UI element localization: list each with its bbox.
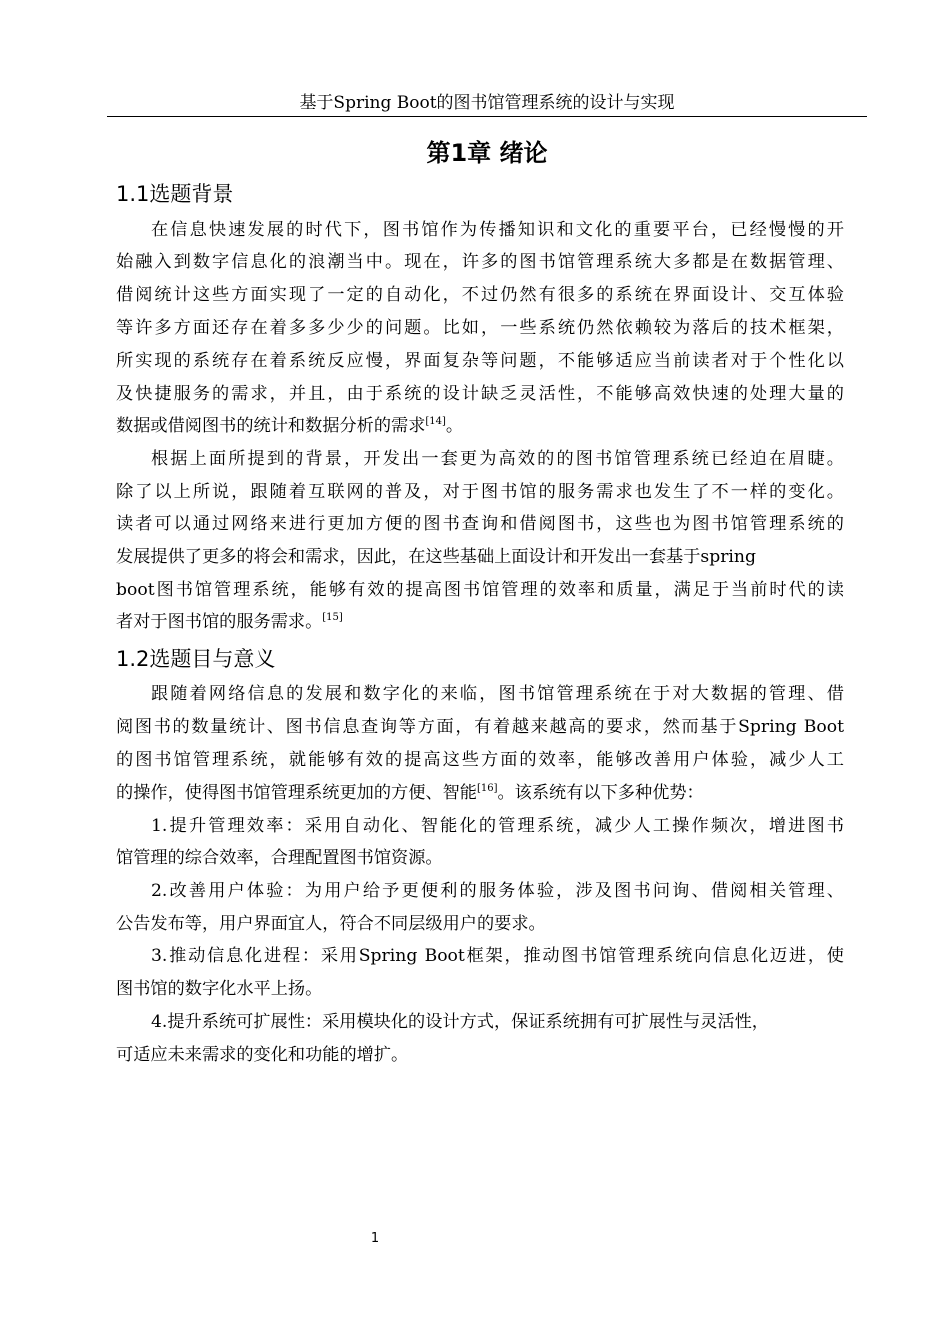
paragraph-line: 的图书馆管理系统，就能够有效的提高这些方面的效率，能够改善用户体验，减少人工 [116, 750, 844, 770]
paragraph-text: 。 [445, 416, 464, 436]
paragraph-line [116, 781, 704, 805]
list-item-line: 3.推动信息化进程：采用Spring Boot框架，推动图书馆管理系统向信息化迈进，使 [151, 946, 844, 966]
paragraph-line: 读者可以通过网络来进行更加方便的图书查询和借阅图书，这些也为图书馆管理系统的 [116, 514, 844, 534]
paragraph-line: boot图书馆管理系统，能够有效的提高图书馆管理的效率和质量，满足于当前时代的读 [116, 580, 844, 600]
paragraph-line: 在信息快速发展的时代下，图书馆作为传播知识和文化的重要平台，已经慢慢的开 [151, 220, 844, 240]
section-heading-1-2: 1.2选题目与意义 [116, 647, 276, 671]
page-number: 1 [370, 1231, 380, 1246]
list-item-line: 图书馆的数字化水平上扬。 [116, 979, 323, 999]
paragraph-line: 除了以上所说，跟随着互联网的普及，对于图书馆的服务需求也发生了不一样的变化。 [116, 482, 844, 502]
paragraph-line: 阅图书的数量统计、图书信息查询等方面，有着越来越高的要求，然而基于Spring Boot [116, 717, 844, 737]
list-item-line: 4.提升系统可扩展性：采用模块化的设计方式，保证系统拥有可扩展性与灵活性， [151, 1012, 769, 1032]
paragraph-line: 发展提供了更多的将会和需求，因此，在这些基础上面设计和开发出一套基于spring [116, 547, 756, 567]
paragraph-text: 的操作，使得图书馆管理系统更加的方便、智能 [116, 783, 477, 803]
list-item-line: 可适应未来需求的变化和功能的增扩。 [116, 1045, 409, 1065]
paragraph-text: 者对于图书馆的服务需求。 [116, 612, 323, 632]
list-item-line: 2.改善用户体验：为用户给予更便利的服务体验，涉及图书问询、借阅相关管理、 [151, 881, 844, 901]
header-rule [107, 116, 867, 117]
paragraph-line: 所实现的系统存在着系统反应慢，界面复杂等问题，不能够适应当前读者对于个性化以 [116, 351, 844, 371]
paragraph-text: 。该系统有以下多种优势： [497, 783, 704, 803]
section-heading-1-1: 1.1选题背景 [116, 182, 234, 206]
paragraph-line: 借阅统计这些方面实现了一定的自动化，不过仍然有很多的系统在界面设计、交互体验 [116, 285, 844, 305]
paragraph-line: 跟随着网络信息的发展和数字化的来临，图书馆管理系统在于对大数据的管理、借 [151, 684, 844, 704]
list-item-line: 馆管理的综合效率，合理配置图书馆资源。 [116, 848, 443, 868]
citation-ref: [14] [425, 416, 446, 427]
paragraph-line: 始融入到数字信息化的浪潮当中。现在，许多的图书馆管理系统大多都是在数据管理、 [116, 252, 844, 272]
paragraph-line [116, 414, 463, 438]
running-header: 基于Spring Boot的图书馆管理系统的设计与实现 [299, 93, 675, 113]
paragraph-line [116, 610, 343, 634]
list-item-line: 1.提升管理效率：采用自动化、智能化的管理系统，减少人工操作频次，增进图书 [151, 816, 844, 836]
chapter-title: 第1章 绪论 [426, 139, 548, 167]
paragraph-line: 等许多方面还存在着多多少少的问题。比如，一些系统仍然依赖较为落后的技术框架， [116, 318, 844, 338]
list-item-line: 公告发布等，用户界面宜人，符合不同层级用户的要求。 [116, 914, 546, 934]
citation-ref: [16] [476, 783, 498, 794]
paragraph-text: 数据或借阅图书的统计和数据分析的需求 [116, 416, 426, 436]
paragraph-line: 及快捷服务的需求，并且，由于系统的设计缺乏灵活性，不能够高效快速的处理大量的 [116, 384, 844, 404]
paragraph-line: 根据上面所提到的背景，开发出一套更为高效的的图书馆管理系统已经迫在眉睫。 [151, 449, 844, 469]
citation-ref: [15] [322, 612, 343, 623]
